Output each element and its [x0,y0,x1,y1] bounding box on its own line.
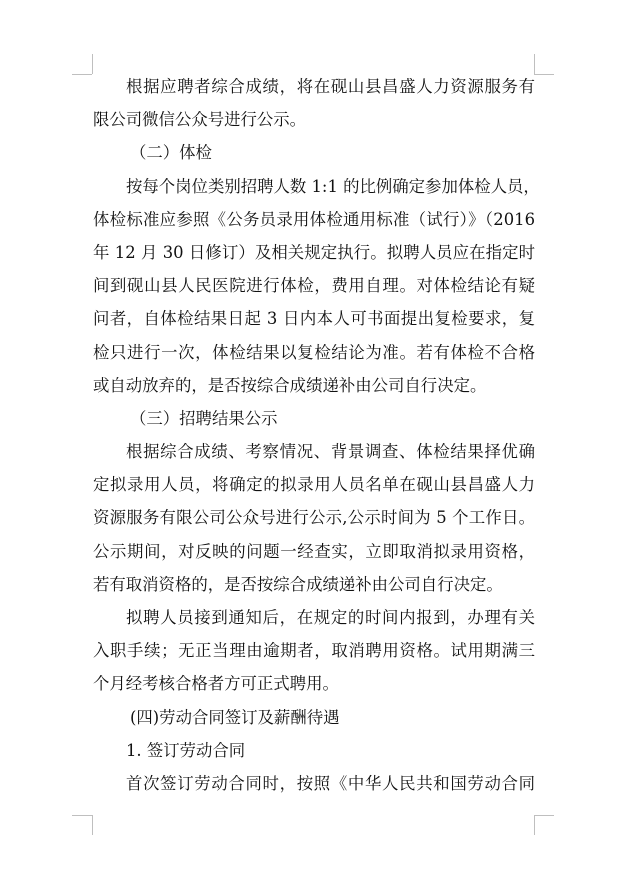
paragraph-line: 间到砚山县人民医院进行体检，费用自理。对体检结论有疑 [93,276,535,296]
paragraph-line: 检只进行一次，体检结果以复检结论为准。若有体检不合格 [93,342,535,362]
section-heading: （三）招聘结果公示 [130,408,278,428]
paragraph-line: 年 12 月 30 日修订）及相关规定执行。拟聘人员应在指定时 [93,242,535,262]
paragraph-line: 资源服务有限公司公众号进行公示,公示时间为 5 个工作日。 [93,508,535,528]
paragraph-line: 或自动放弃的，是否按综合成绩递补由公司自行决定。 [93,375,487,395]
paragraph-line: 限公司微信公众号进行公示。 [93,110,307,130]
paragraph-line: 拟聘人员接到通知后，在规定的时间内报到，办理有关 [126,608,535,627]
document-body [93,70,540,800]
paragraph-line: 体检标准应参照《公务员录用体检通用标准（试行）》（2016 [93,209,535,229]
section-heading: (四)劳动合同签订及薪酬待遇 [130,707,340,727]
paragraph-line: 按每个岗位类别招聘人数 1:1 的比例确定参加体检人员， [126,176,540,196]
paragraph-line: 首次签订劳动合同时，按照《中华人民共和国劳动合同 [126,773,535,793]
paragraph-line: 若有取消资格的，是否按综合成绩递补由公司自行决定。 [93,574,503,594]
paragraph-line: 根据应聘者综合成绩，将在砚山县昌盛人力资源服务有 [126,77,535,96]
paragraph-line: 个月经考核合格者方可正式聘用。 [93,674,339,694]
paragraph-line: 定拟录用人员，将确定的拟录用人员名单在砚山县昌盛人力 [93,475,535,495]
paragraph-line: 公示期间，对反映的问题一经查实，立即取消拟录用资格， [93,541,535,561]
subsection-heading: 1. 签订劳动合同 [126,740,246,760]
paragraph-line: 根据综合成绩、考察情况、背景调查、体检结果择优确 [126,442,535,462]
section-heading: （二）体检 [130,143,212,163]
paragraph-line: 入职手续；无正当理由逾期者，取消聘用资格。试用期满三 [93,641,535,661]
paragraph-line: 问者，自体检结果日起 3 日内本人可书面提出复检要求，复 [93,309,535,329]
